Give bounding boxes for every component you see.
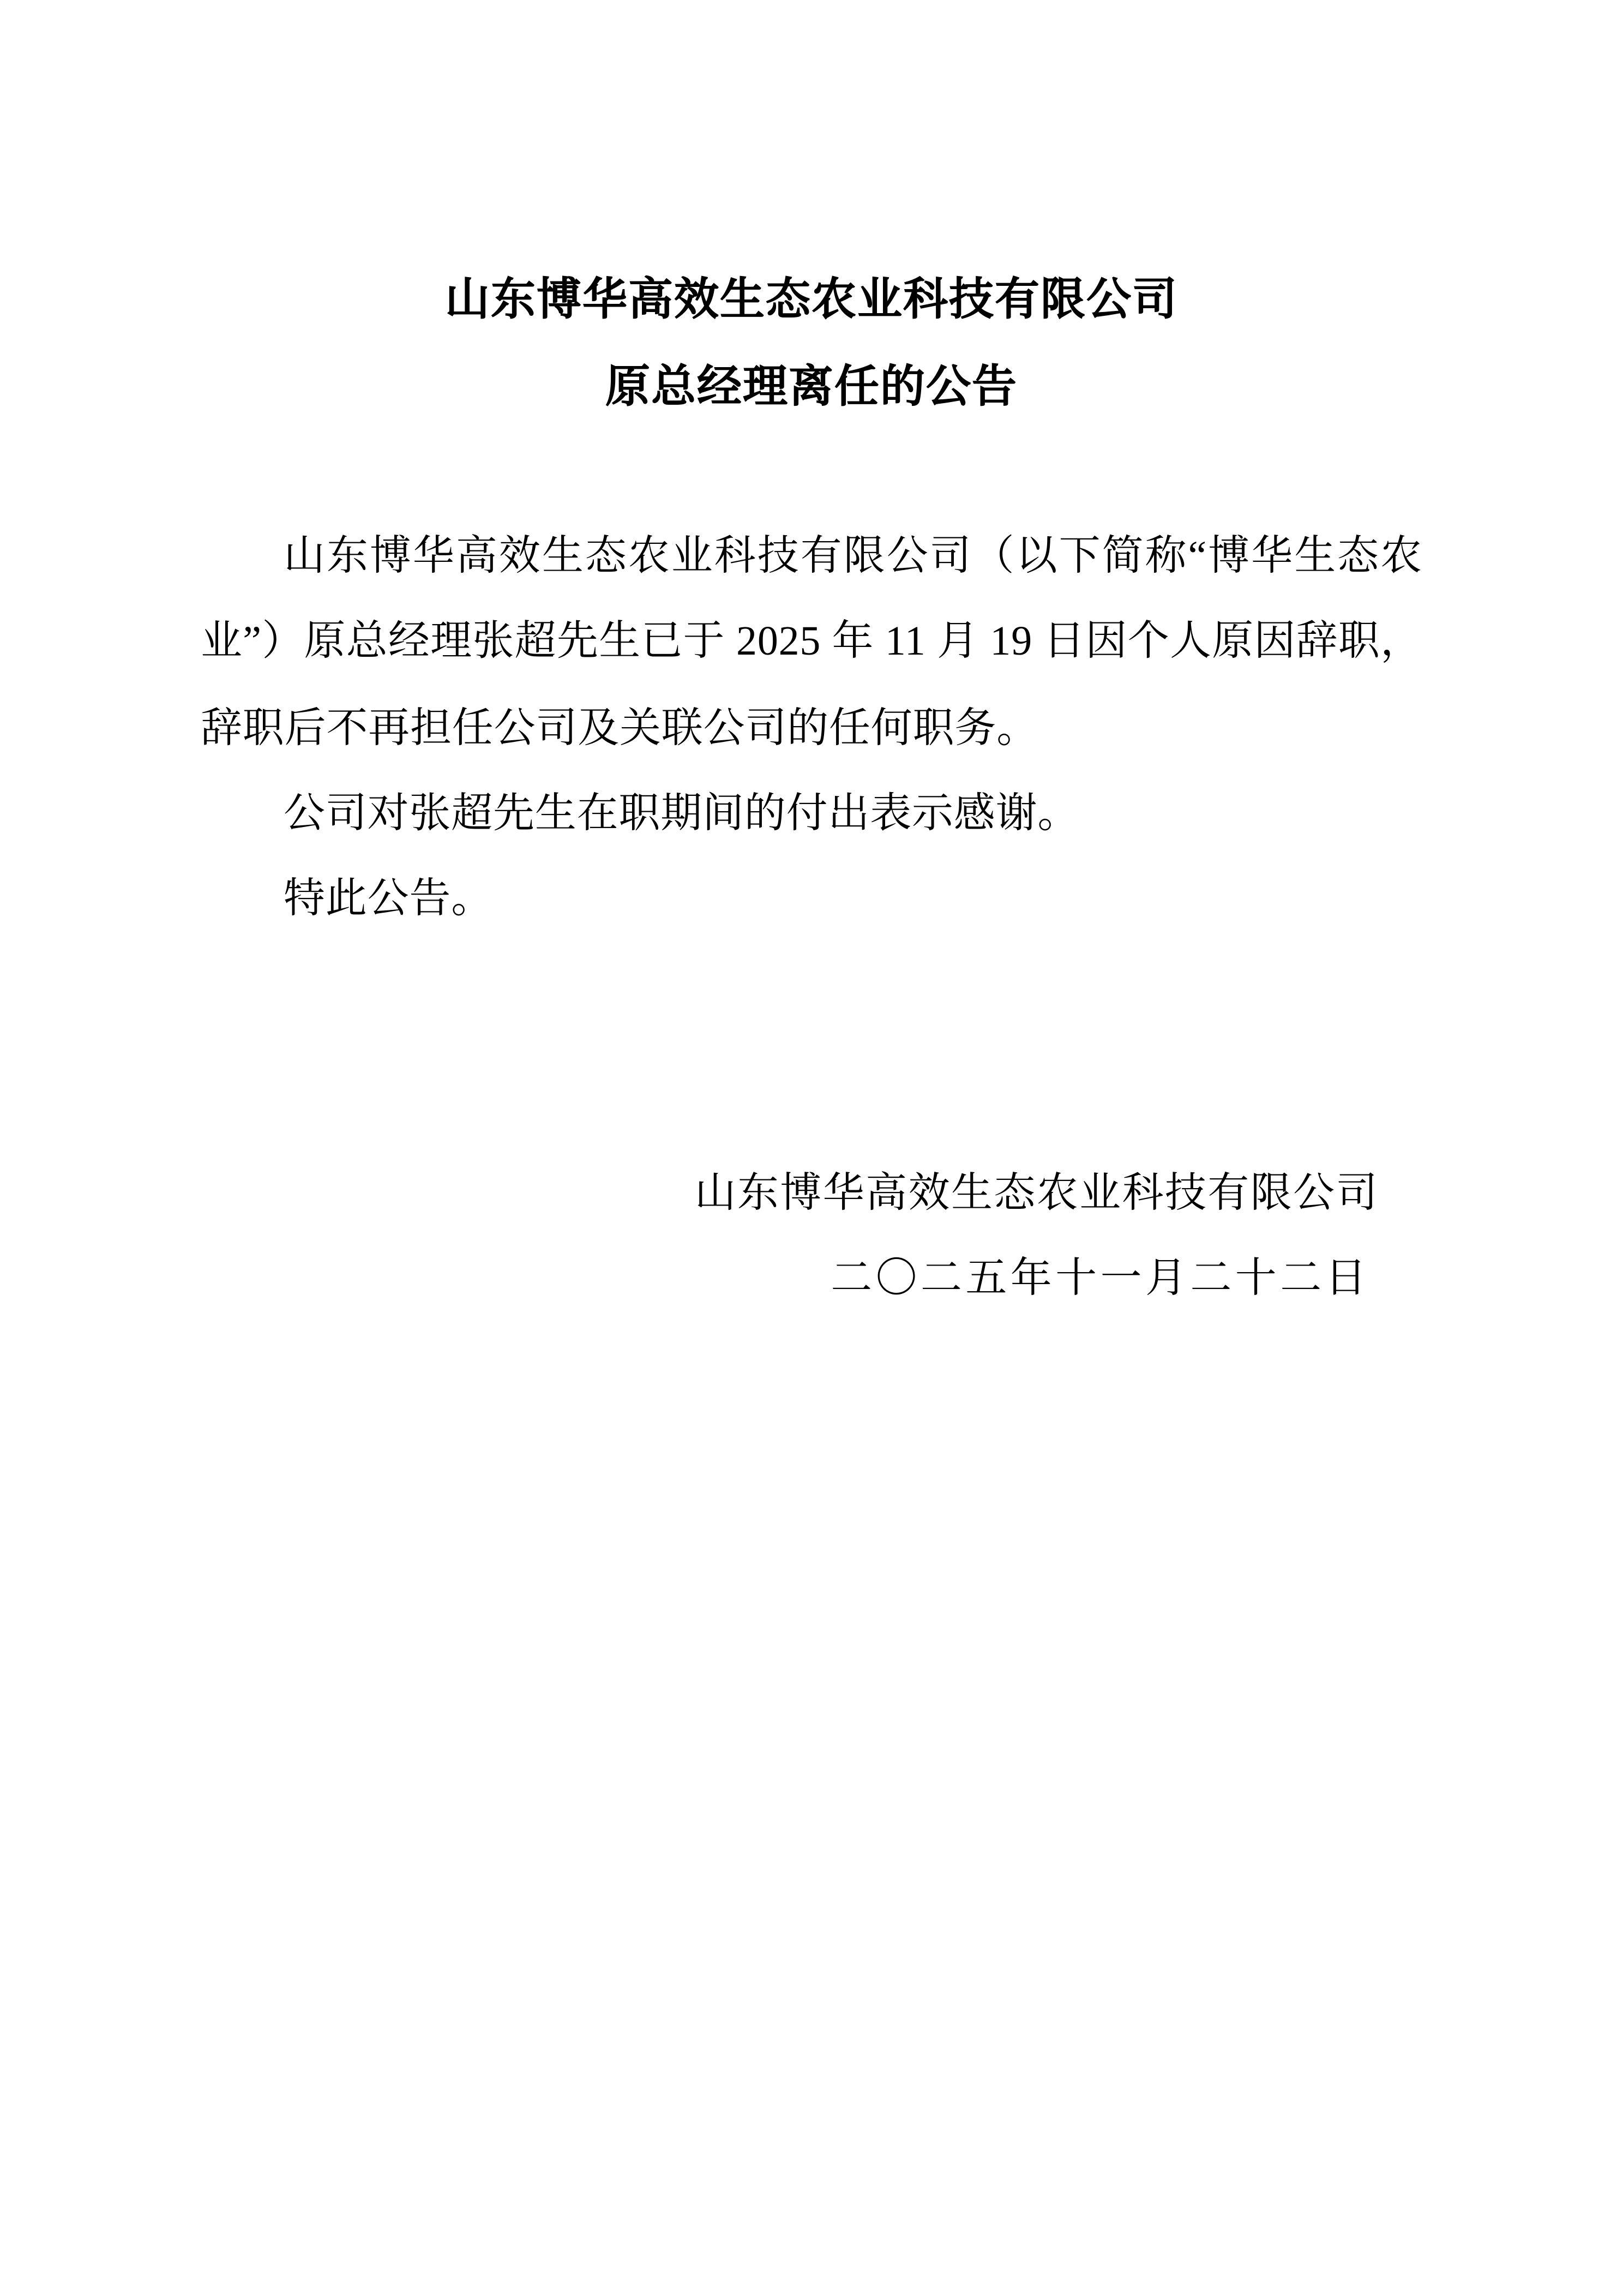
document-body: [201, 515, 1422, 944]
body-paragraph-3: 特此公告。: [284, 878, 494, 924]
signature-company: 山东博华高效生态农业科技有限公司: [694, 1171, 1379, 1217]
body-paragraph-1: 山东博华高效生态农业科技有限公司（以下简称“博华生态农业”）原总经理张超先生已于 2025 年 11 月 19 日因个人原因辞职，辞职后不再担任公司及关联公司的任何职务。: [201, 535, 1422, 752]
signature-block: [201, 1152, 1422, 1323]
page-title: [201, 279, 1422, 410]
body-paragraph-2: 公司对张超先生在职期间的付出表示感谢。: [284, 792, 1080, 838]
title-line-2: 原总经理离任的公告: [605, 363, 1018, 411]
signature-date: 二〇二五年十一月二十二日: [831, 1256, 1370, 1303]
title-line-1: 山东博华高效生态农业科技有限公司: [445, 277, 1178, 325]
